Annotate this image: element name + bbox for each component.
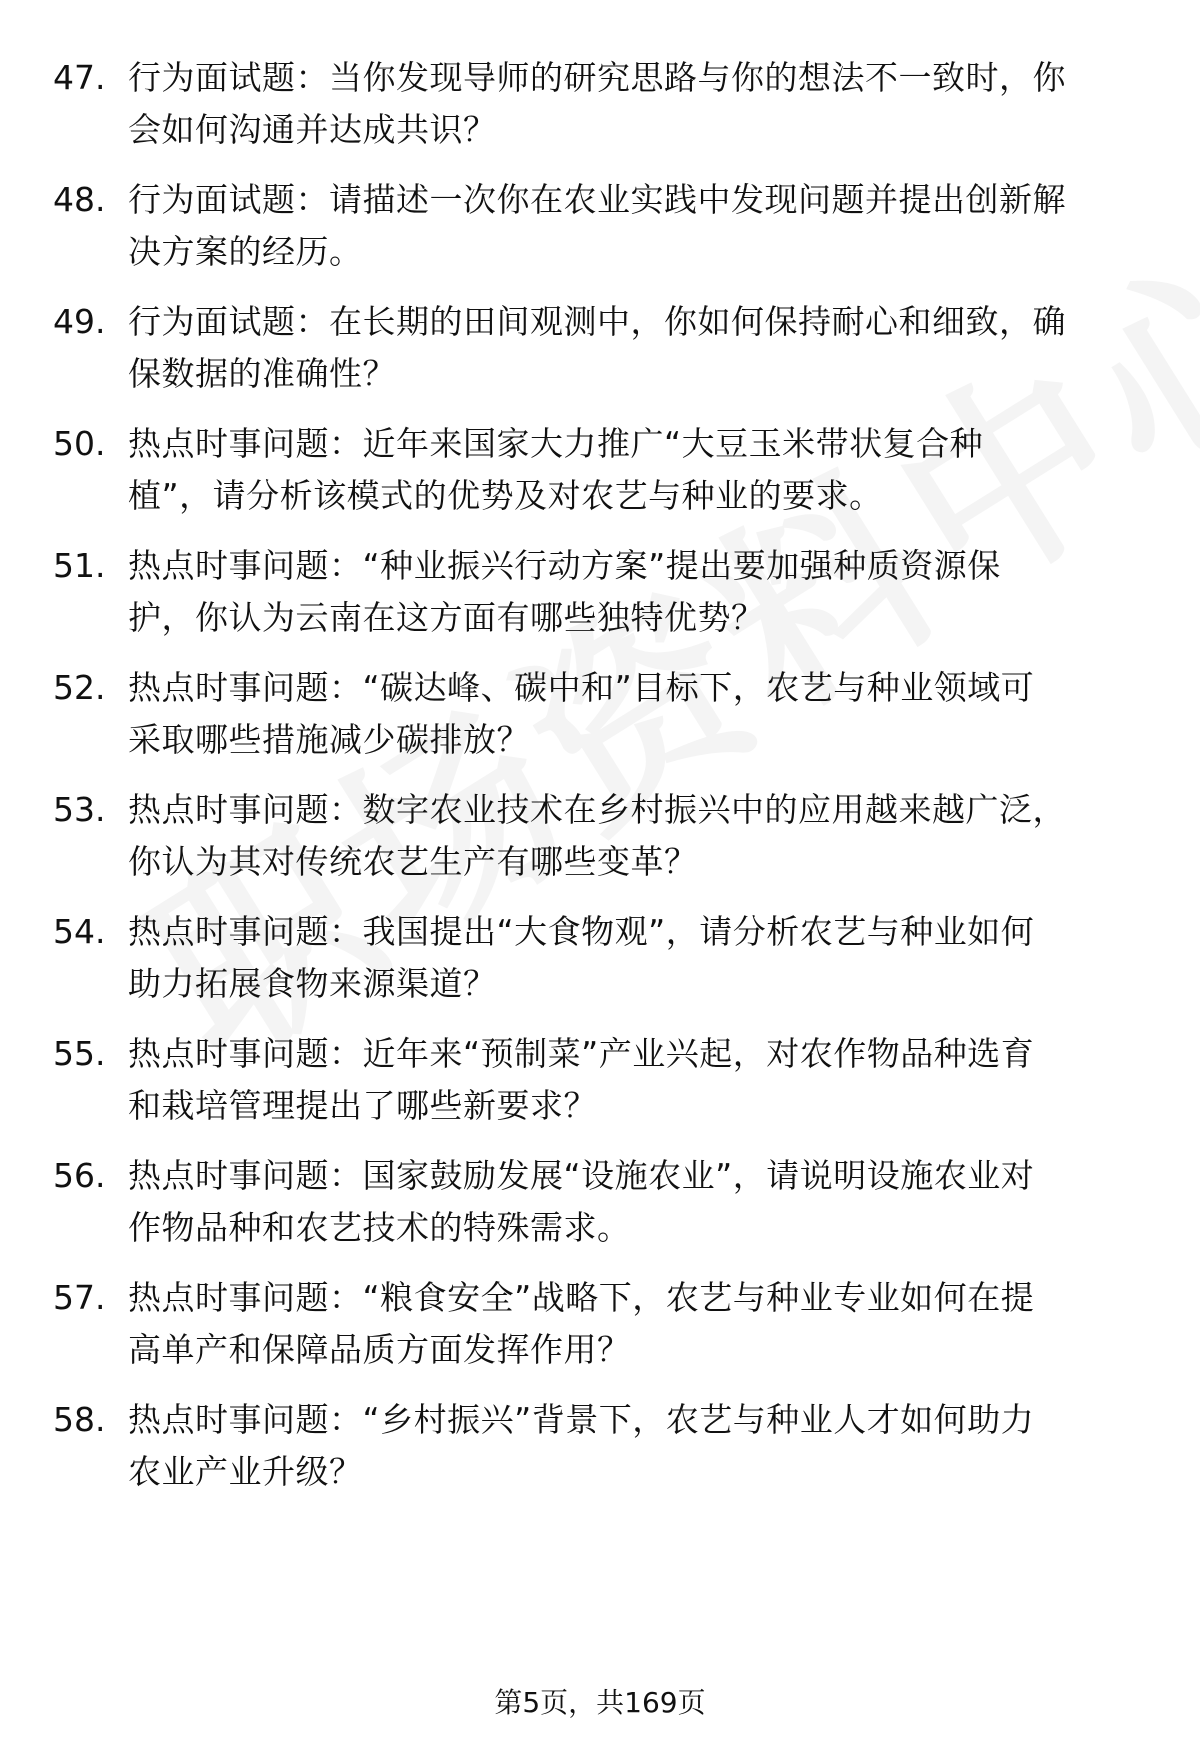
question-text-line: 采取哪些措施减少碳排放？ [128,720,530,759]
question-text [128,296,1138,400]
question-text-line: 会如何沟通并达成共识？ [128,110,497,149]
question-text-line: 助力拓展食物来源渠道？ [128,964,497,1003]
question-number: 51. [53,546,106,585]
question-text [128,1028,1138,1132]
question-text [128,1150,1138,1254]
question-text [128,540,1138,644]
question-number: 48. [53,180,106,219]
question-number: 56. [53,1156,106,1195]
question-text-line: 保数据的准确性？ [128,354,396,393]
question-text-line: 热点时事问题：近年来国家大力推广“大豆玉米带状复合种 [128,424,984,463]
question-text [128,52,1138,156]
question-text-line: 热点时事问题：“乡村振兴”背景下，农艺与种业人才如何助力 [128,1400,1035,1439]
question-text-line: 热点时事问题：数字农业技术在乡村振兴中的应用越来越广泛， [128,790,1066,829]
question-text [128,662,1138,766]
question-number: 57. [53,1278,106,1317]
question-number: 54. [53,912,106,951]
question-text-line: 热点时事问题：“粮食安全”战略下，农艺与种业专业如何在提 [128,1278,1035,1317]
question-text [128,1272,1138,1376]
question-text-line: 决方案的经历。 [128,232,363,271]
question-text [128,418,1138,522]
question-text-line: 行为面试题：当你发现导师的研究思路与你的想法不一致时，你 [128,58,1066,97]
question-text [128,174,1138,278]
question-number: 52. [53,668,106,707]
question-text-line: 行为面试题：请描述一次你在农业实践中发现问题并提出创新解 [128,180,1066,219]
question-number: 49. [53,302,106,341]
question-number: 53. [53,790,106,829]
question-text-line: 农业产业升级？ [128,1452,363,1491]
question-text-line: 作物品种和农艺技术的特殊需求。 [128,1208,631,1247]
question-text-line: 热点时事问题：我国提出“大食物观”，请分析农艺与种业如何 [128,912,1035,951]
question-text-line: 热点时事问题：“碳达峰、碳中和”目标下，农艺与种业领域可 [128,668,1035,707]
question-number: 50. [53,424,106,463]
question-text-line: 热点时事问题：近年来“预制菜”产业兴起，对农作物品种选育 [128,1034,1035,1073]
question-number: 58. [53,1400,106,1439]
question-number: 47. [53,58,106,97]
question-text [128,906,1138,1010]
question-text-line: 高单产和保障品质方面发挥作用？ [128,1330,631,1369]
question-text-line: 和栽培管理提出了哪些新要求？ [128,1086,597,1125]
question-text-line: 植”，请分析该模式的优势及对农艺与种业的要求。 [128,476,883,515]
question-number: 55. [53,1034,106,1073]
question-text-line: 你认为其对传统农艺生产有哪些变革？ [128,842,698,881]
question-text-line: 护，你认为云南在这方面有哪些独特优势？ [128,598,765,637]
question-text [128,784,1138,888]
question-text-line: 热点时事问题：“种业振兴行动方案”提出要加强种质资源保 [128,546,1001,585]
question-text [128,1394,1138,1498]
question-text-line: 热点时事问题：国家鼓励发展“设施农业”，请说明设施农业对 [128,1156,1035,1195]
page-footer: 第5页，共169页 [494,1686,706,1719]
question-text-line: 行为面试题：在长期的田间观测中，你如何保持耐心和细致，确 [128,302,1066,341]
